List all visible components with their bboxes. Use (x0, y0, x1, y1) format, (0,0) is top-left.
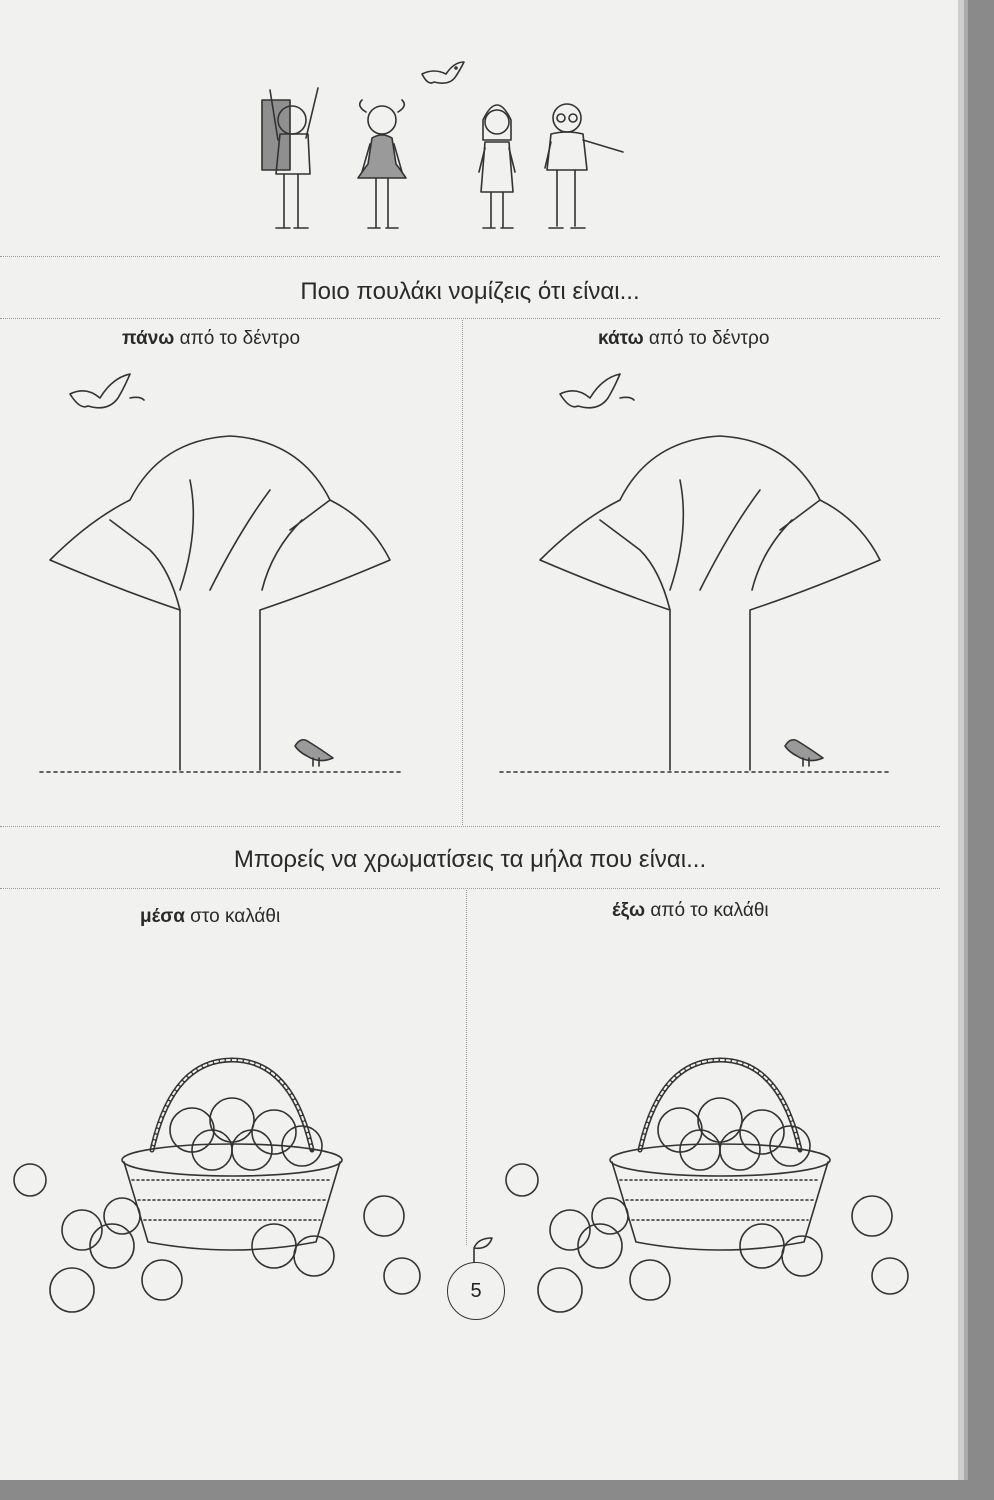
label-bold-word: έξω (612, 900, 646, 921)
bird-icon (295, 740, 333, 766)
basket-scene-left (12, 1050, 432, 1330)
label-in-basket (140, 906, 280, 928)
children-illustration (262, 60, 662, 240)
apple-icon (14, 1098, 420, 1312)
label-rest: στο καλάθι (184, 906, 281, 927)
label-rest: από το δέντρο (643, 328, 770, 349)
divider (462, 320, 463, 825)
divider (0, 888, 940, 889)
dove-icon (422, 62, 464, 83)
tree-scene-left (40, 360, 440, 780)
label-bold-word: μέσα (140, 906, 185, 927)
tree-scene-right (530, 360, 930, 780)
dove-icon (560, 374, 634, 408)
label-bold-word: πάνω (122, 328, 175, 349)
divider (0, 826, 940, 827)
label-below-tree (598, 328, 769, 350)
label-rest: από το δέντρο (174, 328, 301, 349)
divider (0, 318, 940, 319)
label-bold-word: κάτω (598, 328, 644, 349)
page-number: 5 (447, 1262, 505, 1320)
dove-icon (70, 374, 144, 408)
bird-icon (785, 740, 823, 766)
divider (0, 256, 940, 257)
tree-illustration (50, 436, 390, 770)
leaf-icon (466, 1234, 506, 1264)
label-rest: από το καλάθι (645, 900, 769, 921)
apple-icon (506, 1098, 908, 1312)
basket-scene-right (500, 1050, 920, 1330)
divider (466, 890, 467, 1245)
tree-illustration (540, 436, 880, 770)
section1-heading: Ποιο πουλάκι νομίζεις ότι είναι... (300, 278, 640, 305)
section2-heading: Μπορείς να χρωματίσεις τα μήλα που είναι... (233, 846, 707, 873)
label-out-basket (612, 900, 769, 922)
label-above-tree (122, 328, 300, 350)
